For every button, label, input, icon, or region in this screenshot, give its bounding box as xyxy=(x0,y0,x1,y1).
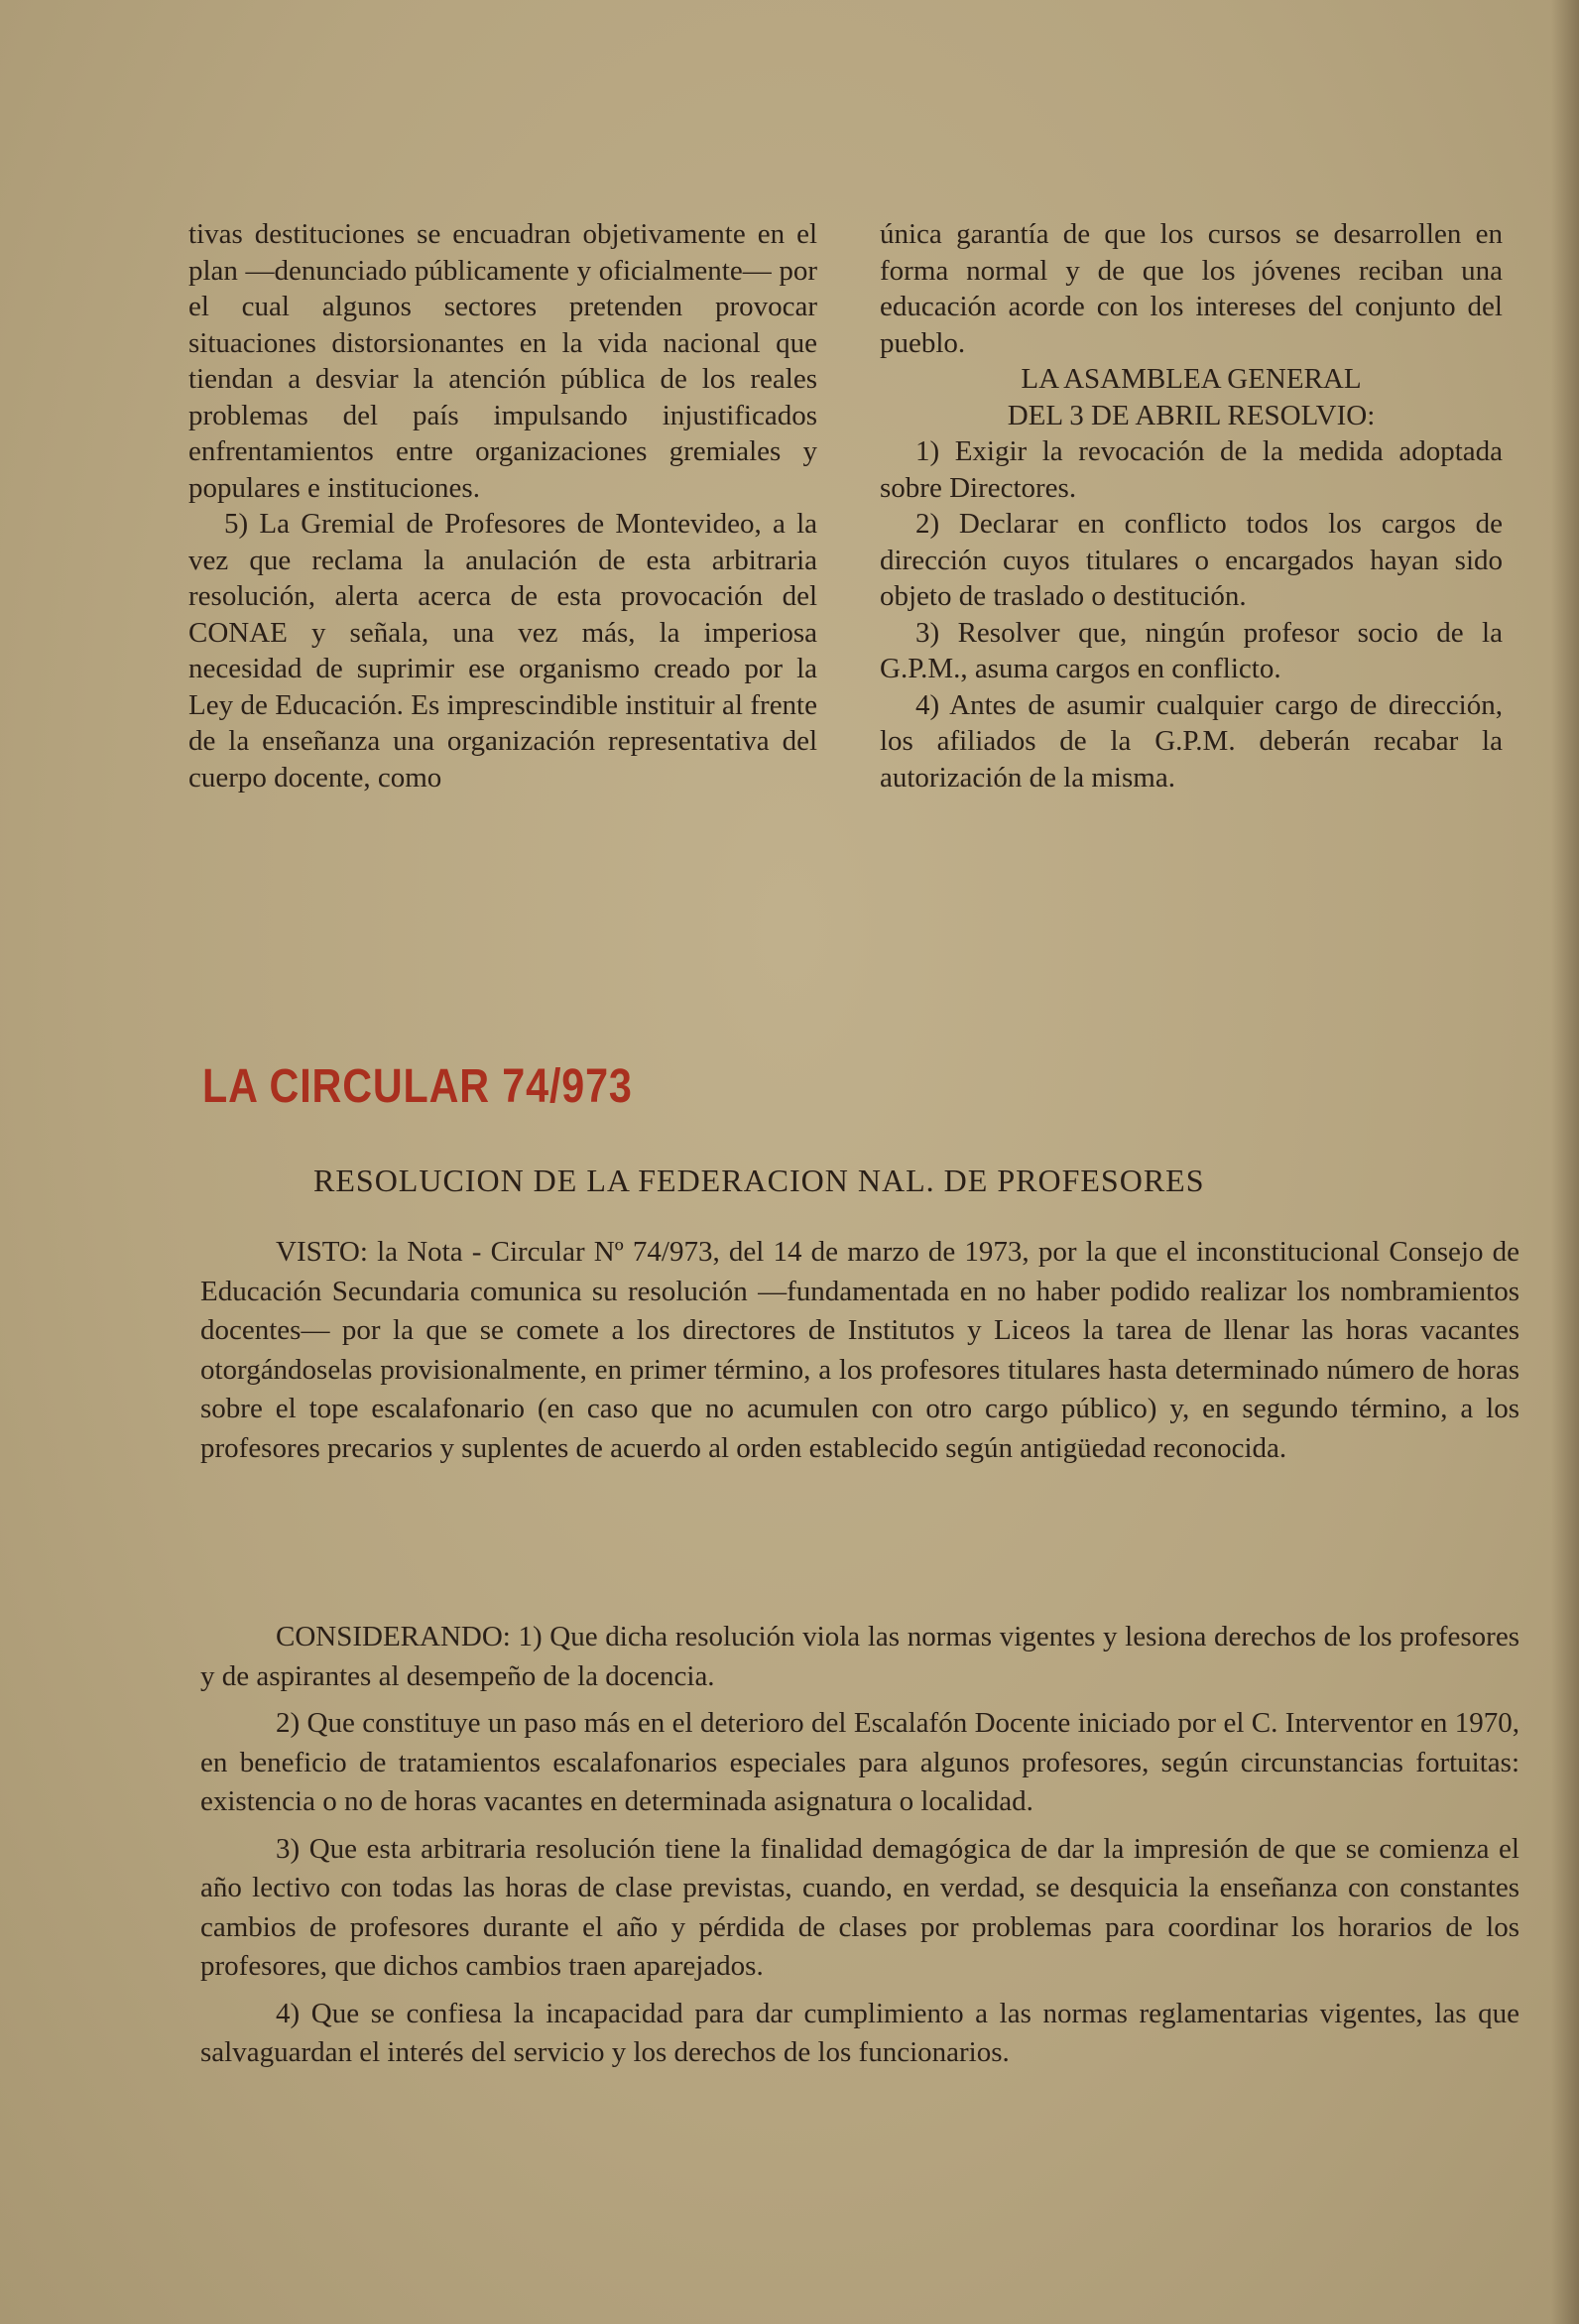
resolution-item-3: 3) Resolver que, ningún profesor socio de la G.P.M., asuma cargos en conflicto. xyxy=(880,616,1503,684)
assembly-heading-line-1: LA ASAMBLEA GENERAL xyxy=(1021,363,1362,395)
right-paragraph-1: única garantía de que los cursos se desarrollen en forma normal y de que los jóvenes reciban una educación acorde con los intereses del conjunto del pueblo. xyxy=(880,218,1503,359)
page-edge-shadow xyxy=(1551,0,1579,2324)
left-paragraph-2: 5) La Gremial de Profesores de Montevideo, a la vez que reclama la anulación de esta arbitraria resolución, alerta acerca de esta provocación del CONAE y señala, una vez más, la imperiosa necesidad de suprimir ese organismo creado por la Ley de Educación. Es imprescindible instituir al frente de la enseñanza una organización representativa del cuerpo docente, como xyxy=(188,508,817,794)
resolution-item-4: 4) Antes de asumir cualquier cargo de dirección, los afiliados de la G.P.M. deberán recabar la autorización de la misma. xyxy=(880,688,1503,794)
considerando-paragraph-1: CONSIDERANDO: 1) Que dicha resolución viola las normas vigentes y lesiona derechos de los profesores y de aspirantes al desempeño de la docencia. xyxy=(200,1621,1519,1692)
resolution-item-2: 2) Declarar en conflicto todos los cargos de dirección cuyos titulares o encargados hayan sido objeto de traslado o destitución. xyxy=(880,508,1503,612)
considerando-block xyxy=(200,1618,1519,2081)
section-subtitle: RESOLUCION DE LA FEDERACION NAL. DE PROFESORES xyxy=(313,1162,1205,1198)
considerando-paragraph-4: 4) Que se confiesa la incapacidad para dar cumplimiento a las normas reglamentarias vigentes, las que salvaguardan el interés del servicio y los derechos de los funcionarios. xyxy=(200,1997,1519,2068)
section-title: LA CIRCULAR 74/973 xyxy=(202,1060,633,1113)
left-column xyxy=(188,216,817,795)
resolution-item-1: 1) Exigir la revocación de la medida adoptada sobre Directores. xyxy=(880,435,1503,504)
visto-block xyxy=(200,1233,1519,1476)
visto-paragraph: VISTO: la Nota - Circular Nº 74/973, del 14 de marzo de 1973, por la que el inconstitucional Consejo de Educación Secundaria comunica su resolución —fundamentada en no haber podido realizar los nombramientos docentes— por la que se comete a los directores de Institutos y Liceos la tarea de llenar las horas vacantes otorgándoselas provisionalmente, en primer término, a los profesores titulares hasta determinado número de horas sobre el tope escalafonario (en caso que no acumulen con otro cargo público) y, en segundo término, a los profesores precarios y suplentes de acuerdo al orden establecido según antigüedad reconocida. xyxy=(200,1236,1519,1464)
right-column xyxy=(880,216,1503,795)
left-paragraph-1: tivas destituciones se encuadran objetivamente en el plan —denunciado públicamente y oficialmente— por el cual algunos sectores pretenden provocar situaciones distorsionantes en la vida nacional que tiendan a desviar la atención pública de los reales problemas del país impulsando injustificados enfrentamientos entre organizaciones gremiales y populares e instituciones. xyxy=(188,218,817,504)
considerando-paragraph-2: 2) Que constituye un paso más en el deterioro del Escalafón Docente iniciado por el C. Interventor en 1970, en beneficio de tratamientos escalafonarios especiales para algunos profesores, según circunstancias fortuitas: existencia o no de horas vacantes en determinada asignatura o localidad. xyxy=(200,1707,1519,1817)
considerando-paragraph-3: 3) Que esta arbitraria resolución tiene la finalidad demagógica de dar la impresión de que se comienza el año lectivo con todas las horas de clase previstas, cuando, en verdad, se desquicia la enseñanza con constantes cambios de profesores durante el año y pérdida de clases por problemas para coordinar los horarios de los profesores, que dichos cambios traen aparejados. xyxy=(200,1832,1519,1982)
assembly-heading-line-2: DEL 3 DE ABRIL RESOLVIO: xyxy=(1007,399,1376,431)
